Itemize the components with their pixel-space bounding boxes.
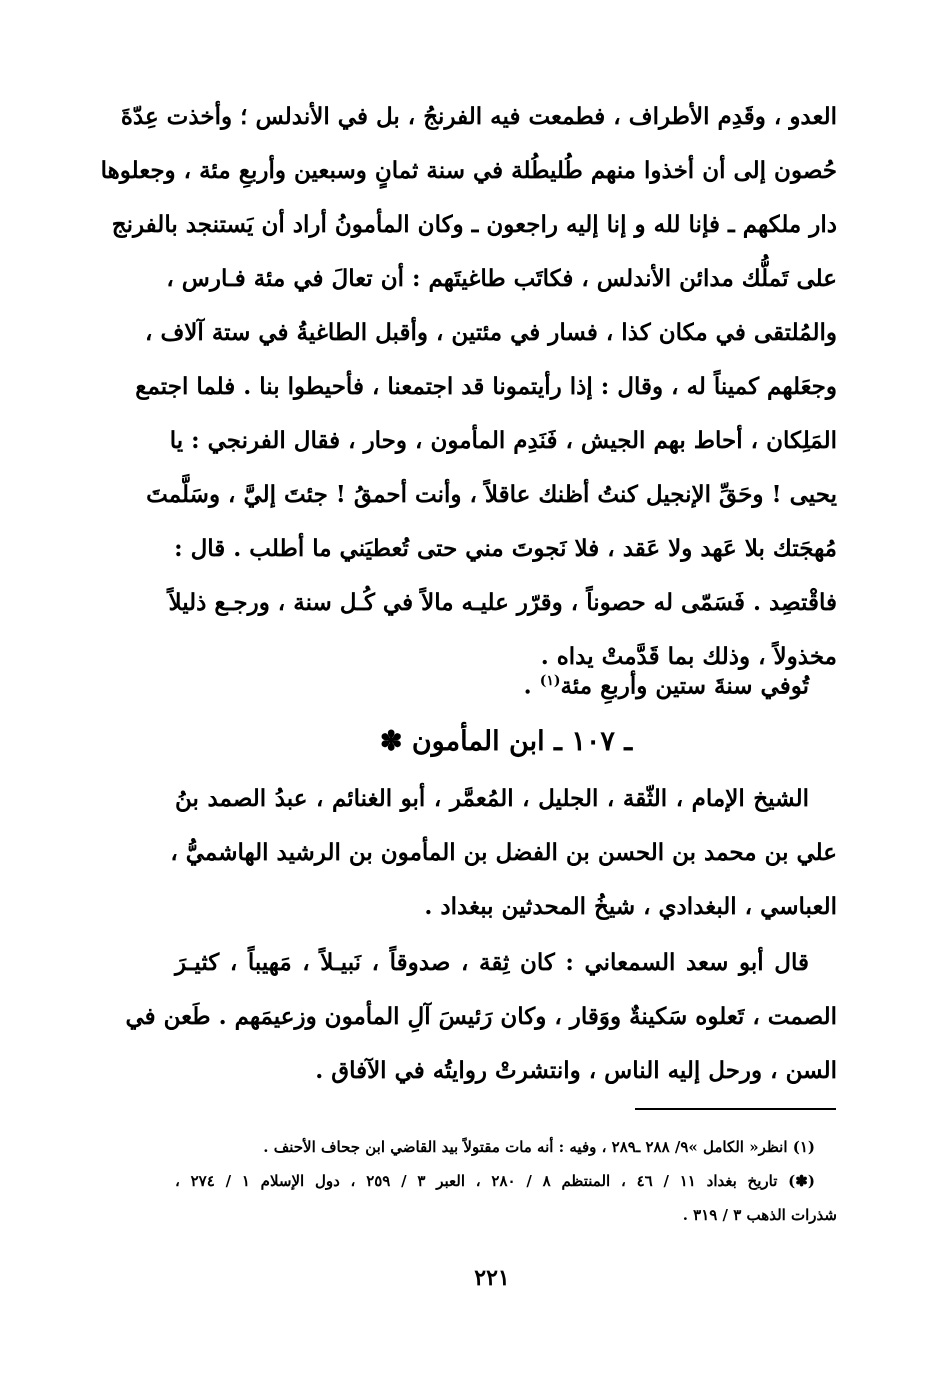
text-line: قال أبو سعد السمعاني : كان ثِقة ، صدوقاً ، نَبيـلاً ، مَهيباً ، كثيـرَ (175, 949, 809, 976)
text-line: الصمت ، تَعلوه سَكينةٌ ووَقار ، وكان رَئيسَ آلِ المأمون وزعيمَهم . طَعن في (125, 1003, 837, 1030)
paragraph-4 (125, 936, 837, 1098)
text-line: حُصون إلى أن أخذوا منهم طُليطُلة في سنة ثمانٍ وسبعين وأربعِ مئة ، وجعلوها (100, 157, 837, 184)
death-note-text: تُوفي سنةَ ستين وأربعِ مئة (560, 672, 809, 700)
text-line: العدو ، وقَدِم الأطراف ، فطمعت فيه الفرنجُ ، بل في الأندلس ؛ وأخذت عِدّةَ (120, 103, 837, 130)
paragraph-3 (170, 772, 837, 934)
text-line: المَلِكان ، أحاط بهم الجيش ، فَنَدِم المأمون ، وحار ، فقال الفرنجي : يا (169, 427, 837, 454)
footnote-reference: (١) (539, 673, 561, 689)
footnotes (175, 1130, 837, 1232)
text-line: مُهجَتك بلا عَهد ولا عَقد ، فلا نَجوتَ مني حتى تُعطيَني ما أطلب . قال : (174, 535, 837, 562)
page-number: ٢٢١ (474, 1265, 510, 1291)
text-line: علي بن محمد بن الحسن بن الفضل بن المأمون بن الرشيد الهاشميُّ ، (170, 839, 837, 866)
text-line: والمُلتقى في مكان كذا ، فسار في مئتين ، وأقبل الطاغيةُ في ستة آلاف ، (145, 319, 837, 346)
text-line: العباسي ، البغدادي ، شيخُ المحدثين ببغداد . (424, 893, 837, 920)
text-line: الشيخ الإمام ، الثّقة ، الجليل ، المُعمَّر ، أبو الغنائم ، عبدُ الصمد بنُ (175, 785, 809, 812)
text-line: على تَملُّك مدائن الأندلس ، فكاتَب طاغيتَهم : أن تعالَ في مئة فـارس ، (166, 265, 837, 292)
text-line: السن ، ورحل إليه الناس ، وانتشرتْ روايتُه في الآفاق . (315, 1057, 837, 1084)
footnote-divider (635, 1108, 836, 1110)
text-line: مخذولاً ، وذلك بما قَدَّمتْ يداه . (540, 643, 837, 670)
paragraph-2 (175, 654, 837, 708)
text-line (175, 654, 837, 708)
footnote-2-line-2: شذرات الذهب ٣ / ٣١٩ . (682, 1206, 837, 1224)
text-line: يحيى ! وحَقِّ الإنجيل كنتُ أظنك عاقلاً ، وأنت أحمقُ ! جئتَ إليَّ ، وسَلَّمتَ (146, 481, 837, 508)
footnote-2-line-1: (✽) تاريخ بغداد ١١ / ٤٦ ، المنتظم ٨ / ٢٨٠ ، العبر ٣ / ٢٥٩ ، دول الإسلام ١ / ٢٧٤ ، (175, 1172, 815, 1190)
text-line: وجعَلهم كميناً له ، وقال : إذا رأيتمونا قد اجتمعنا ، فأحيطوا بنا . فلما اجتمع (135, 373, 837, 400)
text-line: فاقْتصِد . فَسَمّى له حصوناً ، وقرّر عليـه مالاً في كُـل سنة ، ورجـع ذليلاً (168, 589, 837, 616)
footnote-1: (١) انظر« الكامل »٩/ ٢٨٨ ـ٢٨٩ ، وفيه : أنه مات مقتولاً بيد القاضي ابن جحاف الأحنف . (263, 1138, 815, 1156)
biography-heading: ـ ١٠٧ ـ ابن المأمون ✽ (379, 726, 633, 757)
paragraph-1 (100, 90, 837, 684)
sentence-end: . (523, 672, 540, 700)
text-line: دار ملكهم ـ فإنا لله و إنا إليه راجعون ـ وكان المأمونُ أراد أن يَستنجد بالفرنج (111, 211, 837, 238)
